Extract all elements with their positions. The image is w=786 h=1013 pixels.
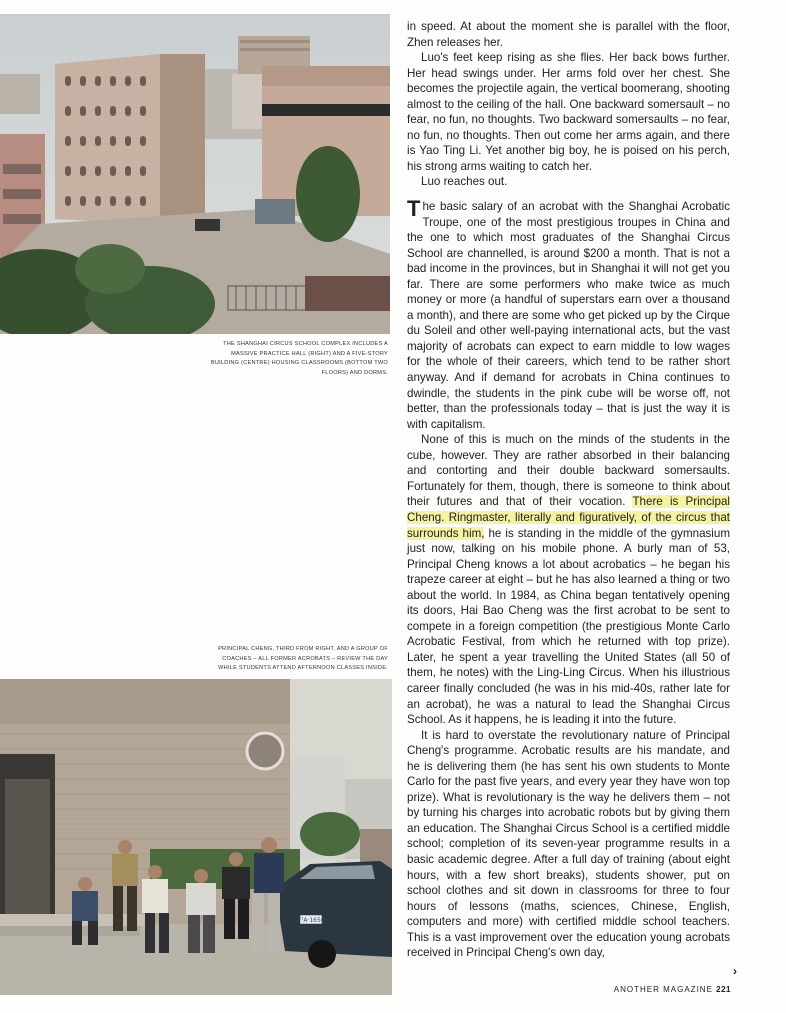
- car-plate: 沪A·1650: [297, 917, 325, 924]
- school-complex-photo: [0, 14, 390, 334]
- paragraph: in speed. At about the moment she is parallel with the floor, Zhen releases her.: [407, 20, 730, 49]
- paragraph: It is hard to overstate the revolutionary nature of Principal Cheng's programme. Acrobatic results are his mandate, and he is delivering them (he has sent his own students to Monte Carlo for the past five years, and every year they have won top prize). What is revolutionary is the way he delivers them – not by turning his charges into acrobatic robots but by giving them an education. The Shanghai Circus School is a certified middle school; completion of its seven-year programme results in a basic academic degree. After a full day of training (about eight hours, with a few short breaks), students shower, put on school clothes and sit down in classrooms for three to four hours of lessons (maths, sciences, Chinese, English, computers and more) with certified middle school teachers. This is a vast improvement over the education young acrobats received in Principal Cheng's own day,: [407, 728, 730, 960]
- principal-coaches-photo: [0, 679, 392, 995]
- magazine-name: ANOTHER MAGAZINE: [613, 985, 713, 994]
- paragraph-text: None of this is much on the minds of the students in the cube, however. They are rather absorbed in their balancing and contorting and their double backward somersaults. Fortunately for them, though, there is someone to think about their futures and that of their vocation.: [407, 433, 730, 509]
- paragraph-text: he basic salary of an acrobat with the Shanghai Acrobatic Troupe, one of the most prestigious troupes in China and the one to which most graduates of the Shanghai Circus School are channelled, is around $200 a month. That is not a bad income in the provinces, but in Shanghai it will not get you far. There are some performers who make twice as much money or more (a handful of superstars earn over a thousand a month), and there are some who get picked up by the Cirque du Soleil and other well-paying international acts, but the vast majority of acrobats can expect to earn middle to low wages for the whole of their careers, which tend to be rather short anyway. And if demand for acrobats in China continues to dwindle, the students in the pink cube will be worse off, not better, than the professionals today – that is just the way it is with capitalism.: [407, 200, 730, 431]
- paragraph: Luo's feet keep rising as she flies. Her back bows further. Her head swings under. Her arms fold over her chest. She becomes the projectile again, the vertical boomerang, shooting almost to the ceiling of the hall. One backward somersault – no fear, no fun, no thoughts. Two backward somersaults – no fear, no fun, no thoughts. Then out come her arms again, and there is Yao Ting Li. Yet another big boy, he is poised on his perch, his strong arms waiting to catch her.: [407, 51, 730, 173]
- continue-arrow-icon: ›: [733, 964, 737, 978]
- section-opening-paragraph: [407, 196, 730, 432]
- article-body: [407, 19, 730, 961]
- drop-cap: T: [407, 196, 421, 222]
- page-number: 221: [716, 985, 731, 994]
- paragraph: Luo reaches out.: [421, 175, 508, 189]
- paragraph-text: he is standing in the middle of the gymnasium just now, talking on his mobile phone. A burly man of 53, Principal Cheng knows a lot about acrobatics – he began his trapeze career at eight – but he has also learned a thing or two about the world. In 1984, as China began tentatively opening its doors, Hai Bao Cheng was the first acrobat to be sent to compete in a foreign competition (the prestigious Monte Carlo Acrobatic Festival, from which he returned with top prize). Later, he spent a year travelling the United States (all 50 of them, he notes) with the Ling-Ling Circus. When his illustrious career finally concluded (he was in his mid-40s, rather late for an acrobat), he was a natural to lead the Shanghai Circus School. As it happens, he is leading it into the future.: [407, 526, 730, 727]
- bottom-photo-caption: PRINCIPAL CHENG, THIRD FROM RIGHT, AND A GROUP OF COACHES – ALL FORMER ACROBATS – REVIEW THE DAY WHILE STUDENTS ATTEND AFTERNOON CLASSES INSIDE.: [218, 646, 388, 671]
- page-folio: [614, 985, 731, 994]
- paragraph: [407, 432, 730, 727]
- top-photo-caption: THE SHANGHAI CIRCUS SCHOOL COMPLEX INCLUDES A MASSIVE PRACTICE HALL (RIGHT) AND A FIVE-STORY BUILDING (CENTRE) HOUSING CLASSROOMS (BOTTOM TWO FLOORS) AND DORMS.: [210, 341, 388, 376]
- highlighted-text[interactable]: There is Principal Cheng. Ringmaster, literally and figuratively, of the circus that surrounds him,: [407, 495, 730, 540]
